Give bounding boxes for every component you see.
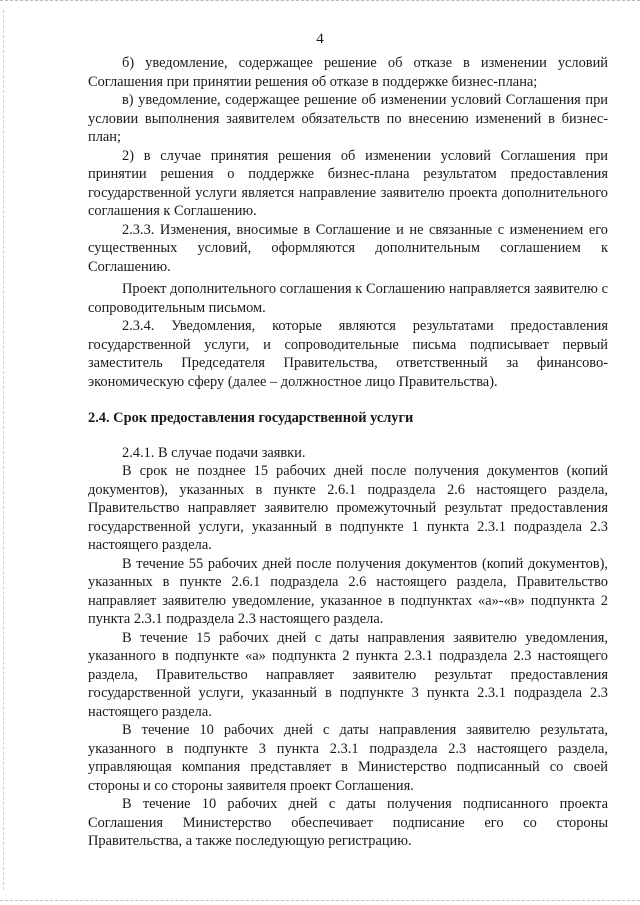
- paragraph: В срок не позднее 15 рабочих дней после получения документов (копий документов), указанных в пункте 2.6.1 подраздела 2.6 настоящего раздела, Правительство направляет заявителю промежуточный результат предоставления государственной услуги, указанный в подпункте 1 пункта 2.3.1 подраздела 2.3 настоящего раздела.: [88, 463, 608, 553]
- paragraph: Проект дополнительного соглашения к Соглашению направляется заявителю с сопроводительным письмом.: [88, 281, 608, 316]
- scan-edge-top: [0, 0, 640, 8]
- paragraph: В течение 10 рабочих дней с даты получения подписанного проекта Соглашения Министерство обеспечивает подписание его со стороны Правительства, а также последующую регистрацию.: [88, 796, 608, 849]
- paragraph: В течение 15 рабочих дней с даты направления заявителю уведомления, указанного в подпункте «а» подпункта 2 пункта 2.3.1 подраздела 2.3 настоящего раздела, Правительство направляет заявителю результат предоставления государственной услуги, указанный в подпункте 3 пункта 2.3.1 подраздела 2.3 настоящего раздела.: [88, 629, 608, 720]
- scan-edge-bottom: [0, 899, 640, 901]
- paragraph: б) уведомление, содержащее решение об отказе в изменении условий Соглашения при принятии решения об отказе в поддержке бизнес-плана;: [88, 55, 608, 90]
- paragraph: В течение 10 рабочих дней с даты направления заявителю результата, указанного в подпункте 3 пункта 2.3.1 подраздела 2.3 настоящего раздела, управляющая компания представляет в Министерство подписанный со своей стороны и со стороны заявителя проект Соглашения.: [88, 722, 608, 794]
- scan-edge-left: [3, 10, 5, 890]
- document-body: [88, 54, 608, 851]
- section-heading: 2.4. Срок предоставления государственной услуги: [88, 410, 414, 426]
- paragraph: В течение 55 рабочих дней после получения документов (копий документов), указанных в пункте 2.6.1 подраздела 2.6 настоящего раздела, Правительство направляет заявителю уведомление, указанное в подпунктах «а»-«в» подпункта 2 пункта 2.3.1 подраздела 2.3 настоящего раздела.: [88, 555, 608, 627]
- paragraph: 2.4.1. В случае подачи заявки.: [122, 444, 306, 461]
- paragraph: 2.3.3. Изменения, вносимые в Соглашение и не связанные с изменением его существенных условий, оформляются дополнительным соглашением к Соглашению.: [88, 221, 608, 275]
- paragraph: 2) в случае принятия решения об изменении условий Соглашения при принятии решения о поддержке бизнес-плана результатом предоставления государственной услуги является направление заявителю проекта дополнительного соглашения к Соглашению.: [88, 147, 608, 219]
- paragraph: 2.3.4. Уведомления, которые являются результатами предоставления государственной услуги, и сопроводительные письма подписывает первый заместитель Председателя Правительства, ответственный за финансово-экономическую сферу (далее – должностное лицо Правительства).: [88, 318, 608, 390]
- paragraph: в) уведомление, содержащее решение об изменении условий Соглашения при условии выполнения заявителем обязательств по внесению изменений в бизнес-план;: [88, 92, 608, 145]
- page-number: 4: [316, 31, 324, 47]
